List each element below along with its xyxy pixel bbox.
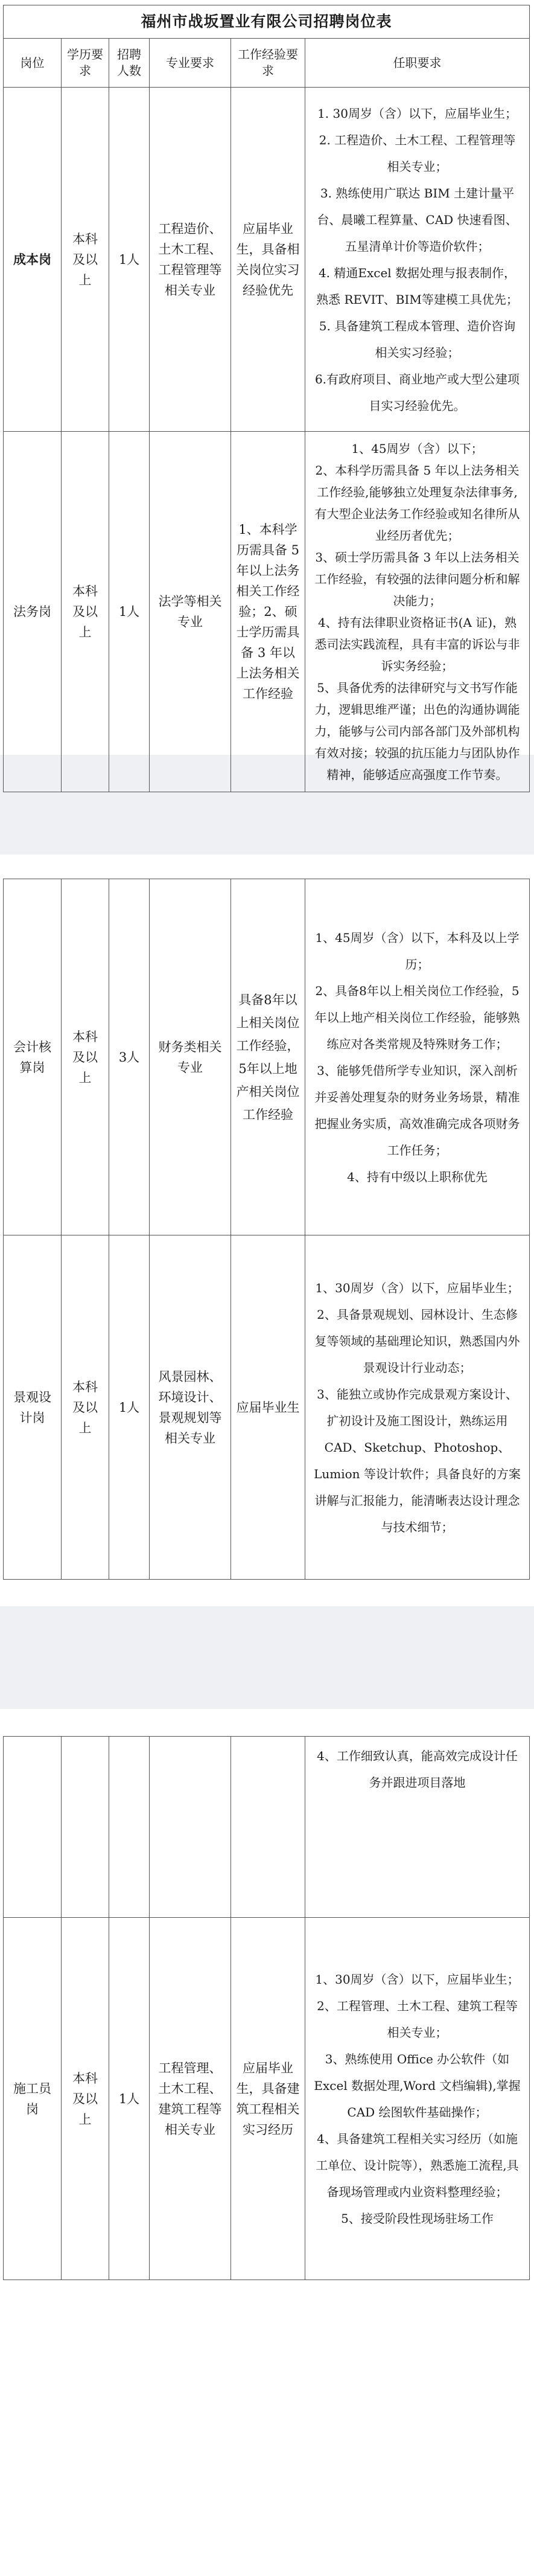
requirement-item: 2. 工程造价、土木工程、工程管理等相关专业； — [319, 132, 516, 174]
major-cell: 法学等相关专业 — [150, 432, 231, 792]
experience-cell: 具备8年以上相关岗位工作经验，5年以上地产相关岗位工作经验 — [231, 879, 305, 1235]
requirements-cell — [305, 879, 530, 1235]
page-gap — [0, 1606, 534, 1709]
education-cell: 本科及以上 — [62, 88, 109, 432]
requirement-item: 5. 具备建筑工程成本管理、造价咨询相关实习经验； — [319, 318, 516, 360]
requirement-item: 2、工程管理、土木工程、建筑工程等相关专业； — [317, 1998, 518, 2040]
major-cell: 工程管理、土木工程、建筑工程等相关专业 — [150, 1918, 231, 2280]
table-header-row — [4, 39, 530, 88]
requirements-cell — [305, 88, 530, 432]
table-row — [4, 88, 530, 432]
requirement-item: 1、30周岁（含）以下，应届毕业生； — [315, 1280, 520, 1295]
table-row — [4, 432, 530, 792]
post-cell: 会计核算岗 — [4, 879, 62, 1235]
education-cell: 本科及以上 — [62, 879, 109, 1235]
requirements-cell — [305, 1737, 530, 1918]
header-post: 岗位 — [4, 39, 62, 88]
post-cell: 成本岗 — [4, 88, 62, 432]
count-cell: 1人 — [109, 432, 150, 792]
education-cell: 本科及以上 — [62, 1235, 109, 1580]
experience-cell: 应届毕业生 — [231, 1235, 305, 1580]
table-row-continued — [4, 1737, 530, 1918]
requirement-item: 2、本科学历需具备 5 年以上法务相关工作经验,能够独立处理复杂法律事务,有大型企业法务工作经验或知名律所从业经历者优先； — [314, 463, 520, 543]
experience-cell-continued — [231, 1737, 305, 1918]
requirement-item: 1、30周岁（含）以下，应届毕业生； — [315, 1972, 520, 1987]
requirement-item: 3、能够凭借所学专业知识，深入剖析并妥善处理复杂的财务业务场景，精准把握业务实质，高效准确完成各项财务工作任务； — [314, 1063, 520, 1158]
requirement-item: 1. 30周岁（含）以下，应届毕业生； — [317, 106, 517, 121]
count-cell: 1人 — [109, 1235, 150, 1580]
requirement-item: 3、硕士学历需具备 3 年以上法务相关工作经验，有较强的法律问题分析和解决能力； — [314, 550, 520, 608]
requirement-item: 6.有政府项目、商业地产或大型公建项目实习经验优先。 — [314, 371, 520, 413]
requirement-item: 4、具备建筑工程相关实习经历（如施工单位、设计院等），熟悉施工流程,具备现场管理或内业资料整理经验； — [316, 2131, 519, 2199]
major-cell: 风景园林、环境设计、景观规划等相关专业 — [150, 1235, 231, 1580]
major-cell: 工程造价、土木工程、工程管理等相关专业 — [150, 88, 231, 432]
requirement-item: 4、持有中级以上职称优先 — [347, 1169, 488, 1184]
experience-cell: 应届毕业生，具备相关岗位实习经验优先 — [231, 88, 305, 432]
requirement-item: 3、熟练使用 Office 办公软件（如 Excel 数据处理,Word 文档编辑),掌握 CAD 绘图软件基础操作； — [314, 2051, 521, 2119]
header-education: 学历要求 — [62, 39, 109, 88]
requirements-cell — [305, 1918, 530, 2280]
requirement-item: 3. 熟练使用广联达 BIM 土建计量平台、晨曦工程算量、CAD 快速看图、五星清单计价等造价软件； — [317, 185, 518, 254]
recruitment-table-page-3 — [3, 1736, 530, 2280]
requirement-item: 1、45周岁（含）以下，本科及以上学历； — [315, 930, 520, 972]
table-row — [4, 1235, 530, 1580]
count-cell-continued — [109, 1737, 150, 1918]
requirement-item: 4、工作细致认真，能高效完成设计任务并跟进项目落地 — [317, 1749, 518, 1790]
education-cell: 本科及以上 — [62, 1918, 109, 2280]
table-row — [4, 1918, 530, 2280]
header-requirements: 任职要求 — [305, 39, 530, 88]
requirement-item: 2、具备景观规划、园林设计、生态修复等领域的基础理论知识，熟悉国内外景观设计行业动态； — [314, 1307, 520, 1375]
requirement-item: 5、具备优秀的法律研究与文书写作能力，逻辑思维严谨；出色的沟通协调能力，能够与公司内部各部门及外部机构有效对接；较强的抗压能力与团队协作精神，能够适应高强度工作节奏。 — [314, 681, 520, 782]
requirements-cell — [305, 432, 530, 792]
header-count: 招聘人数 — [109, 39, 150, 88]
table-title: 福州市战坂置业有限公司招聘岗位表 — [4, 5, 530, 39]
requirements-cell — [305, 1235, 530, 1580]
experience-cell: 1、本科学历需具备 5 年以上法务相关工作经验；2、硕士学历需具备 3 年以上法务相关工作经验 — [231, 432, 305, 792]
recruitment-table-page-1 — [3, 5, 530, 792]
requirement-item: 4、持有法律职业资格证书(A 证)，熟悉司法实践流程，具有丰富的诉讼与非诉实务经验； — [314, 615, 520, 673]
requirement-item: 1、45周岁（含）以下； — [351, 441, 483, 456]
count-cell: 3人 — [109, 879, 150, 1235]
count-cell: 1人 — [109, 1918, 150, 2280]
post-cell: 法务岗 — [4, 432, 62, 792]
requirement-item: 4. 精通Excel 数据处理与报表制作，熟悉 REVIT、BIM等建模工具优先； — [316, 265, 518, 307]
table-row — [4, 879, 530, 1235]
education-cell: 本科及以上 — [62, 432, 109, 792]
header-experience: 工作经验要求 — [231, 39, 305, 88]
recruitment-table-page-2 — [3, 879, 530, 1580]
requirement-item: 5、接受阶段性现场驻场工作 — [341, 2211, 494, 2226]
major-cell-continued — [150, 1737, 231, 1918]
count-cell: 1人 — [109, 88, 150, 432]
education-cell-continued — [62, 1737, 109, 1918]
requirement-item: 2、具备8年以上相关岗位工作经验，5年以上地产相关岗位工作经验，能够熟练应对各类常规及特殊财务工作； — [314, 983, 520, 1051]
post-cell: 景观设计岗 — [4, 1235, 62, 1580]
post-cell-continued — [4, 1737, 62, 1918]
requirement-item: 3、能独立或协作完成景观方案设计、扩初设计及施工图设计，熟练运用 CAD、Sketchup、Photoshop、Lumion 等设计软件；具备良好的方案讲解与汇报能力，能清晰表达设计理念与技术细节； — [314, 1386, 521, 1534]
major-cell: 财务类相关专业 — [150, 879, 231, 1235]
post-cell: 施工员岗 — [4, 1918, 62, 2280]
header-major: 专业要求 — [150, 39, 231, 88]
experience-cell: 应届毕业生，具备建筑工程相关实习经历 — [231, 1918, 305, 2280]
